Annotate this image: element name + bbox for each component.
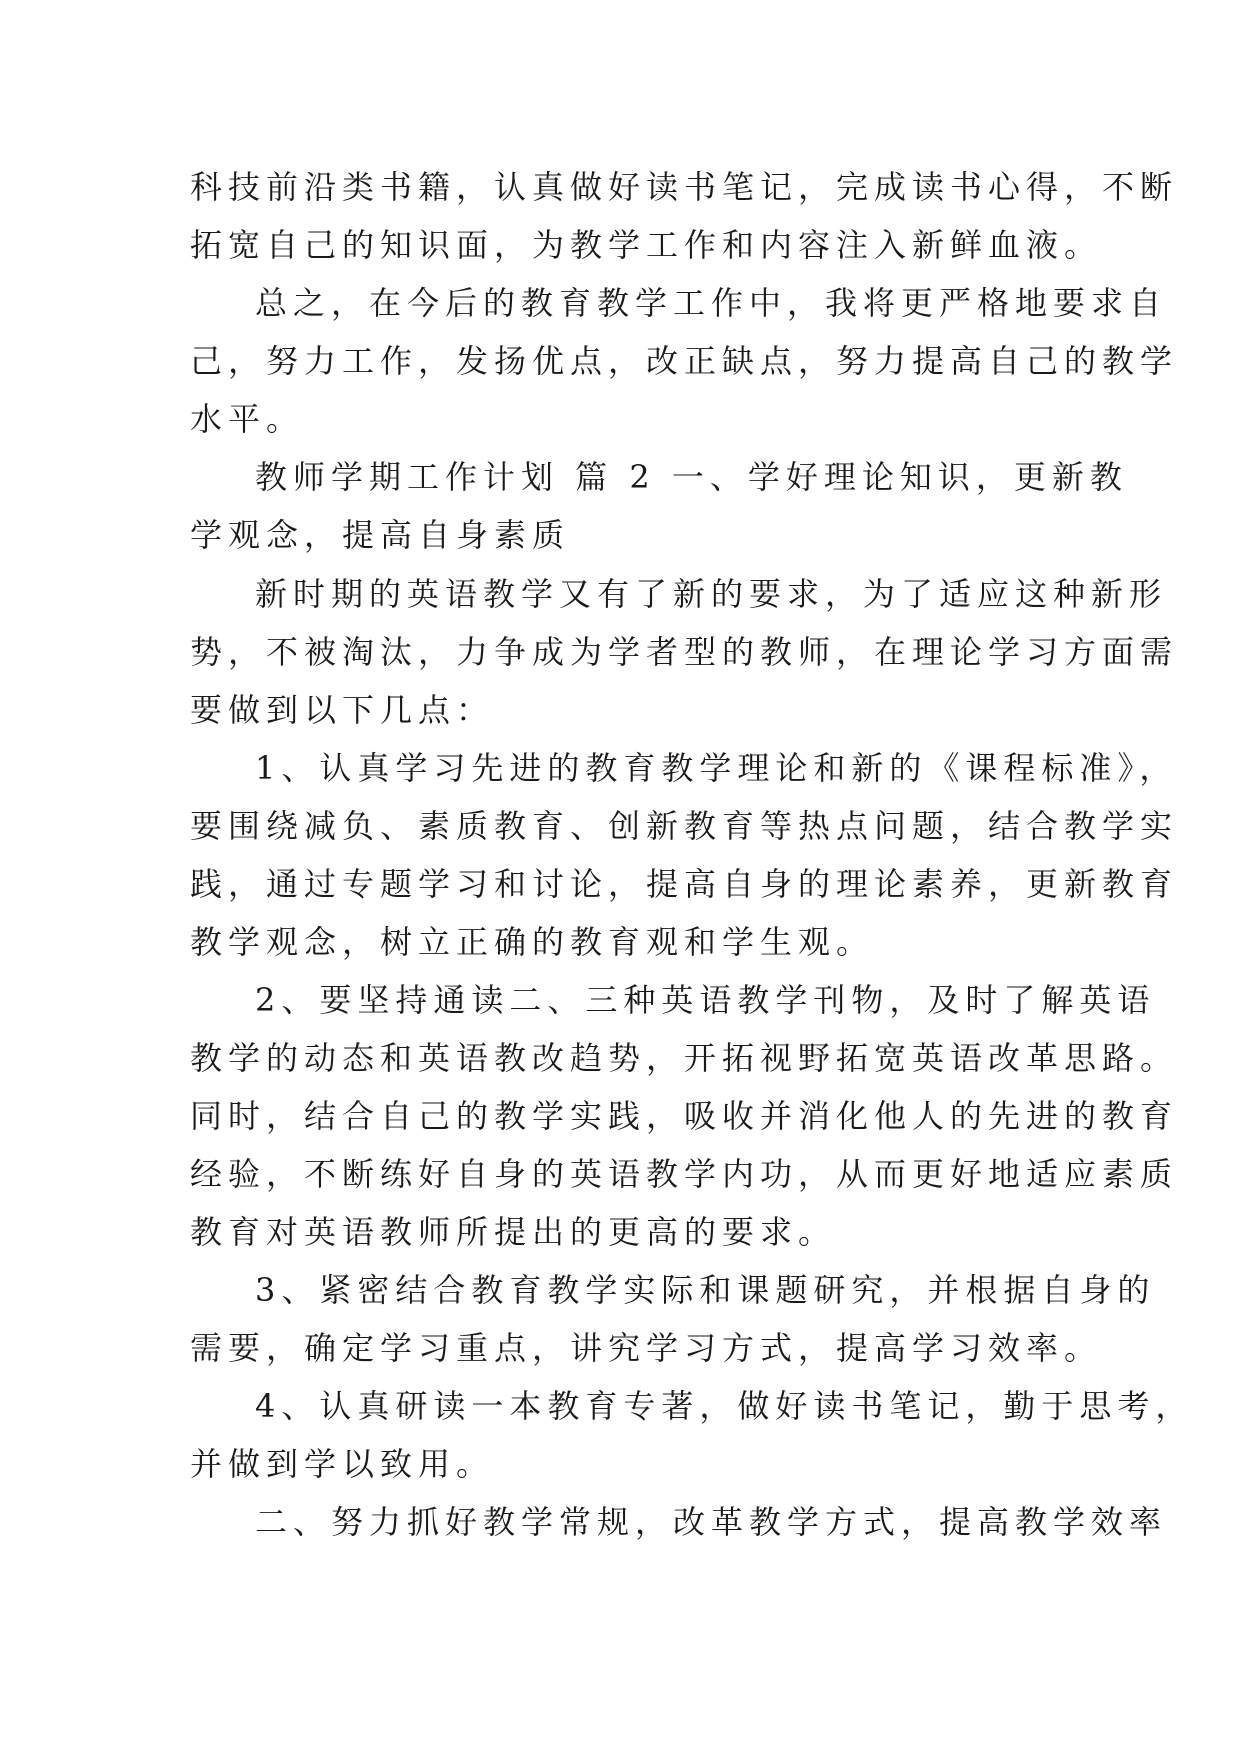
text-line-14: 教学观念，树立正确的教育观和学生观。 (190, 923, 875, 961)
text-line-5: 水平。 (190, 400, 305, 438)
text-line-15: 2、要坚持通读二、三种英语教学刊物，及时了解英语 (255, 981, 1156, 1019)
text-line-3: 总之，在今后的教育教学工作中，我将更严格地要求自 (255, 284, 1168, 322)
text-line-7: 学观念，提高自身素质 (190, 516, 571, 554)
text-line-16: 教学的动态和英语教改趋势，开拓视野拓宽英语改革思路。 (190, 1039, 1179, 1077)
text-line-22: 4、认真研读一本教育专著，做好读书笔记，勤于思考， (255, 1387, 1194, 1425)
text-line-1: 科技前沿类书籍，认真做好读书笔记，完成读书心得，不断 (190, 168, 1179, 206)
text-line-18: 经验，不断练好自身的英语教学内功，从而更好地适应素质 (190, 1155, 1179, 1193)
text-line-8: 新时期的英语教学又有了新的要求，为了适应这种新形 (255, 575, 1168, 613)
text-line-11: 1、认真学习先进的教育教学理论和新的《课程标准》， (255, 749, 1178, 787)
text-line-20: 3、紧密结合教育教学实际和课题研究，并根据自身的 (255, 1271, 1156, 1309)
text-line-13: 践，通过专题学习和讨论，提高自身的理论素养，更新教育 (190, 865, 1179, 903)
text-line-23: 并做到学以致用。 (190, 1445, 495, 1483)
text-line-19: 教育对英语教师所提出的更高的要求。 (190, 1213, 837, 1251)
text-line-17: 同时，结合自己的教学实践，吸收并消化他人的先进的教育 (190, 1097, 1179, 1135)
text-line-10: 要做到以下几点： (190, 691, 495, 729)
section-heading-line: 教师学期工作计划 篇 2 一、学好理论知识，更新教 (255, 458, 1128, 496)
text-line-2: 拓宽自己的知识面，为教学工作和内容注入新鲜血液。 (190, 226, 1103, 264)
text-line-9: 势，不被淘汰，力争成为学者型的教师，在理论学习方面需 (190, 633, 1179, 671)
section-heading-2: 二、努力抓好教学常规，改革教学方式，提高教学效率 (255, 1503, 1168, 1541)
text-line-21: 需要，确定学习重点，讲究学习方式，提高学习效率。 (190, 1329, 1103, 1367)
text-line-4: 己，努力工作，发扬优点，改正缺点，努力提高自己的教学 (190, 342, 1179, 380)
text-line-12: 要围绕减负、素质教育、创新教育等热点问题，结合教学实 (190, 807, 1179, 845)
